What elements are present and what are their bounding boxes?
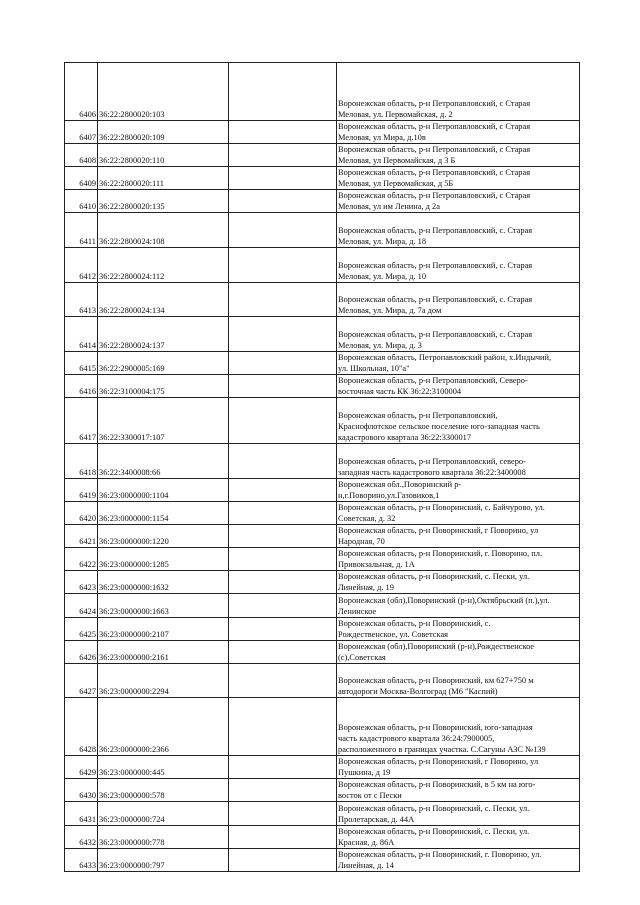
address-cell: Воронежская область, р-н Петропавловский, с. Старая Меловая, ул. Мира, д. 10 bbox=[337, 247, 580, 282]
cadastral-number-cell: 36:22:3300017:107 bbox=[98, 398, 229, 444]
empty-cell bbox=[229, 247, 337, 282]
row-number-cell: 6408 bbox=[65, 143, 98, 166]
empty-cell bbox=[229, 63, 337, 121]
row-number-cell: 6410 bbox=[65, 190, 98, 213]
cadastral-number-cell: 36:22:2800020:109 bbox=[98, 120, 229, 143]
address-cell: Воронежская область, р-н Поворинский, юго-западная часть кадастрового квартала 36:24:7900005, расположенного в границах участка. С.Сагуны АЗС №139 bbox=[337, 698, 580, 756]
table-row bbox=[65, 756, 580, 779]
cadastral-number-cell: 36:23:0000000:1285 bbox=[98, 548, 229, 571]
row-number-cell: 6423 bbox=[65, 571, 98, 594]
empty-cell bbox=[229, 120, 337, 143]
empty-cell bbox=[229, 190, 337, 213]
row-number-cell: 6428 bbox=[65, 698, 98, 756]
cadastral-number-cell: 36:22:2800020:103 bbox=[98, 63, 229, 121]
row-number-cell: 6415 bbox=[65, 351, 98, 374]
table-row bbox=[65, 444, 580, 479]
cadastral-number-cell: 36:22:2800020:135 bbox=[98, 190, 229, 213]
address-cell: Воронежская область, р-н Петропавловский, с. Старая Меловая, ул. Мира, д. 18 bbox=[337, 213, 580, 248]
empty-cell bbox=[229, 640, 337, 663]
empty-cell bbox=[229, 802, 337, 825]
address-cell: Воронежская область, р-н Петропавловский, с. Старая Меловая, ул. Мира, д. 7а дом bbox=[337, 282, 580, 317]
row-number-cell: 6412 bbox=[65, 247, 98, 282]
empty-cell bbox=[229, 478, 337, 501]
empty-cell bbox=[229, 213, 337, 248]
row-number-cell: 6414 bbox=[65, 317, 98, 352]
row-number-cell: 6417 bbox=[65, 398, 98, 444]
address-cell: Воронежская (обл),Поворинский (р-н),Рождественское (с),Советская bbox=[337, 640, 580, 663]
table-row bbox=[65, 502, 580, 525]
row-number-cell: 6426 bbox=[65, 640, 98, 663]
cadastral-number-cell: 36:22:2800020:111 bbox=[98, 166, 229, 189]
row-number-cell: 6418 bbox=[65, 444, 98, 479]
cadastral-number-cell: 36:23:0000000:2107 bbox=[98, 617, 229, 640]
empty-cell bbox=[229, 502, 337, 525]
table-row bbox=[65, 247, 580, 282]
row-number-cell: 6430 bbox=[65, 779, 98, 802]
registry-table-body bbox=[65, 63, 580, 872]
table-row bbox=[65, 317, 580, 352]
table-row bbox=[65, 571, 580, 594]
empty-cell bbox=[229, 663, 337, 698]
empty-cell bbox=[229, 698, 337, 756]
address-cell: Воронежская область, р-н Петропавловский, Краснофлотское сельское поселение юго-западная часть кадастрового квартала 36:22:3300017 bbox=[337, 398, 580, 444]
empty-cell bbox=[229, 779, 337, 802]
row-number-cell: 6421 bbox=[65, 525, 98, 548]
address-cell: Воронежская область, р-н Поворинский, г. Поворино, ул. Линейная, д. 14 bbox=[337, 848, 580, 871]
address-cell: Воронежская область, р-н Поворинский, с. Пески, ул. Пролетарская, д. 44А bbox=[337, 802, 580, 825]
address-cell: Воронежская область, р-н Поворинский, с. Рождественское, ул. Советская bbox=[337, 617, 580, 640]
row-number-cell: 6422 bbox=[65, 548, 98, 571]
cadastral-number-cell: 36:23:0000000:1220 bbox=[98, 525, 229, 548]
row-number-cell: 6411 bbox=[65, 213, 98, 248]
table-row bbox=[65, 143, 580, 166]
row-number-cell: 6425 bbox=[65, 617, 98, 640]
address-cell: Воронежская область, р-н Петропавловский, с. Старая Меловая, ул. Мира, д. 3 bbox=[337, 317, 580, 352]
table-row bbox=[65, 825, 580, 848]
table-row bbox=[65, 848, 580, 871]
cadastral-number-cell: 36:22:2800024:112 bbox=[98, 247, 229, 282]
cadastral-number-cell: 36:23:0000000:778 bbox=[98, 825, 229, 848]
cadastral-number-cell: 36:23:0000000:1663 bbox=[98, 594, 229, 617]
cadastral-number-cell: 36:22:2800024:134 bbox=[98, 282, 229, 317]
table-row bbox=[65, 351, 580, 374]
table-row bbox=[65, 63, 580, 121]
address-cell: Воронежская область, р-н Петропавловский, северо- западная часть кадастрового квартала 36:22:3400008 bbox=[337, 444, 580, 479]
table-row bbox=[65, 398, 580, 444]
cadastral-number-cell: 36:22:3400008:66 bbox=[98, 444, 229, 479]
empty-cell bbox=[229, 756, 337, 779]
cadastral-number-cell: 36:23:0000000:2294 bbox=[98, 663, 229, 698]
row-number-cell: 6420 bbox=[65, 502, 98, 525]
cadastral-number-cell: 36:22:3100004:175 bbox=[98, 375, 229, 398]
empty-cell bbox=[229, 398, 337, 444]
table-row bbox=[65, 375, 580, 398]
registry-table bbox=[64, 62, 580, 872]
address-cell: Воронежская область, р-н Петропавловский, Северо- восточная часть КК 36:22:3100004 bbox=[337, 375, 580, 398]
cadastral-number-cell: 36:22:2800024:108 bbox=[98, 213, 229, 248]
row-number-cell: 6406 bbox=[65, 63, 98, 121]
row-number-cell: 6427 bbox=[65, 663, 98, 698]
table-row bbox=[65, 282, 580, 317]
row-number-cell: 6424 bbox=[65, 594, 98, 617]
address-cell: Воронежская область, р-н Поворинский, в 5 км на юго- восток от с Пески bbox=[337, 779, 580, 802]
cadastral-number-cell: 36:23:0000000:445 bbox=[98, 756, 229, 779]
address-cell: Воронежская область, р-н Поворинский, с. Пески, ул. Красная, д. 86А bbox=[337, 825, 580, 848]
cadastral-number-cell: 36:22:2900005:169 bbox=[98, 351, 229, 374]
table-row bbox=[65, 802, 580, 825]
cadastral-number-cell: 36:22:2800024:137 bbox=[98, 317, 229, 352]
empty-cell bbox=[229, 617, 337, 640]
empty-cell bbox=[229, 848, 337, 871]
empty-cell bbox=[229, 351, 337, 374]
address-cell: Воронежская область, р-н Петропавловский, с Старая Меловая, ул им Ленина, д 2а bbox=[337, 190, 580, 213]
table-row bbox=[65, 548, 580, 571]
table-row bbox=[65, 190, 580, 213]
empty-cell bbox=[229, 571, 337, 594]
address-cell: Воронежская область, р-н Поворинский, км 627+750 м автодороги Москва-Волгоград (М6 "Каспий) bbox=[337, 663, 580, 698]
cadastral-number-cell: 36:22:2800020:110 bbox=[98, 143, 229, 166]
address-cell: Воронежская (обл),Поворинский (р-н),Октябрьский (п.),ул. Ленинское bbox=[337, 594, 580, 617]
address-cell: Воронежская область, Петропавловский район, х.Индычий, ул. Школьная, 10"а" bbox=[337, 351, 580, 374]
row-number-cell: 6413 bbox=[65, 282, 98, 317]
row-number-cell: 6419 bbox=[65, 478, 98, 501]
address-cell: Воронежская область, р-н Петропавловский, с Старая Меловая, ул Первомайская, д 3 Б bbox=[337, 143, 580, 166]
empty-cell bbox=[229, 166, 337, 189]
address-cell: Воронежская область, р-н Поворинский, г Поворино, ул Народная, 70 bbox=[337, 525, 580, 548]
address-cell: Воронежская область, р-н Поворинский, с. Пески, ул. Линейная, д. 19 bbox=[337, 571, 580, 594]
empty-cell bbox=[229, 444, 337, 479]
table-row bbox=[65, 594, 580, 617]
empty-cell bbox=[229, 375, 337, 398]
empty-cell bbox=[229, 525, 337, 548]
row-number-cell: 6409 bbox=[65, 166, 98, 189]
cadastral-number-cell: 36:23:0000000:724 bbox=[98, 802, 229, 825]
address-cell: Воронежская область, р-н Поворинский, с. Байчурово, ул. Советская, д. 32 bbox=[337, 502, 580, 525]
empty-cell bbox=[229, 548, 337, 571]
address-cell: Воронежская область, р-н Петропавловский, с Старая Меловая, ул Первомайская, д 5Б bbox=[337, 166, 580, 189]
table-row bbox=[65, 478, 580, 501]
table-row bbox=[65, 617, 580, 640]
table-row bbox=[65, 698, 580, 756]
cadastral-number-cell: 36:23:0000000:1632 bbox=[98, 571, 229, 594]
address-cell: Воронежская область, р-н Петропавловский, с Старая Меловая, ул. Первомайская, д. 2 bbox=[337, 63, 580, 121]
cadastral-number-cell: 36:23:0000000:2366 bbox=[98, 698, 229, 756]
row-number-cell: 6431 bbox=[65, 802, 98, 825]
cadastral-number-cell: 36:23:0000000:1154 bbox=[98, 502, 229, 525]
table-row bbox=[65, 640, 580, 663]
address-cell: Воронежская обл.,Поворинский р- н,г.Поворино,ул.Газовиков,1 bbox=[337, 478, 580, 501]
cadastral-number-cell: 36:23:0000000:1104 bbox=[98, 478, 229, 501]
row-number-cell: 6432 bbox=[65, 825, 98, 848]
address-cell: Воронежская область, р-н Поворинский, г. Поворино, пл. Привокзальная, д. 1А bbox=[337, 548, 580, 571]
empty-cell bbox=[229, 282, 337, 317]
cadastral-number-cell: 36:23:0000000:797 bbox=[98, 848, 229, 871]
table-row bbox=[65, 213, 580, 248]
row-number-cell: 6416 bbox=[65, 375, 98, 398]
cadastral-number-cell: 36:23:0000000:2161 bbox=[98, 640, 229, 663]
empty-cell bbox=[229, 317, 337, 352]
address-cell: Воронежская область, р-н Петропавловский, с Старая Меловая, ул Мира, д.10в bbox=[337, 120, 580, 143]
address-cell: Воронежская область, р-н Поворинский, г Поворино, ул Пушкина, д 19 bbox=[337, 756, 580, 779]
table-row bbox=[65, 525, 580, 548]
empty-cell bbox=[229, 594, 337, 617]
table-row bbox=[65, 779, 580, 802]
empty-cell bbox=[229, 825, 337, 848]
row-number-cell: 6407 bbox=[65, 120, 98, 143]
cadastral-number-cell: 36:23:0000000:578 bbox=[98, 779, 229, 802]
table-row bbox=[65, 663, 580, 698]
empty-cell bbox=[229, 143, 337, 166]
row-number-cell: 6429 bbox=[65, 756, 98, 779]
table-row bbox=[65, 166, 580, 189]
row-number-cell: 6433 bbox=[65, 848, 98, 871]
table-row bbox=[65, 120, 580, 143]
